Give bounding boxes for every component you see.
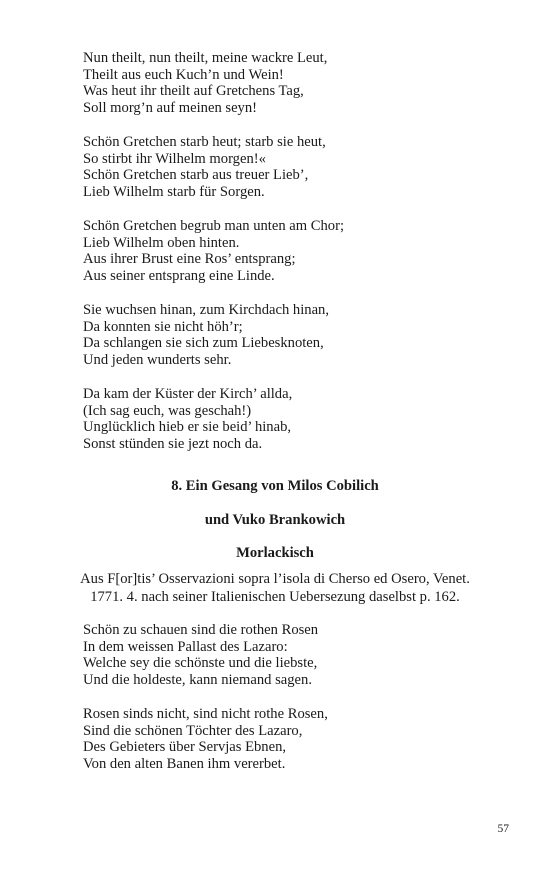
- stanza-5: [83, 386, 483, 452]
- verse-line: Da schlangen sie sich zum Liebesknoten,: [83, 335, 324, 352]
- verse-line: Lieb Wilhelm oben hinten.: [83, 234, 240, 251]
- stanza-7: [83, 706, 483, 772]
- stanza-1: [83, 50, 483, 116]
- stanza-3: [83, 218, 483, 284]
- source-note: [60, 571, 490, 606]
- verse-line: Schön zu schauen sind die rothen Rosen: [83, 622, 319, 638]
- verse-line: Unglücklich hieb er sie beid’ hinab,: [83, 419, 292, 436]
- page-number: 57: [497, 823, 509, 835]
- verse-line: Schön Gretchen begrub man unten am Chor;: [83, 218, 344, 234]
- verse-line: Und die holdeste, kann niemand sagen.: [83, 671, 312, 688]
- source-line: 1771. 4. nach seiner Italienischen Uebersezung daselbst p. 162.: [90, 588, 460, 605]
- verse-line: Nun theilt, nun theilt, meine wackre Leut,: [83, 50, 328, 66]
- section-title: 8. Ein Gesang von Milos Cobilich: [171, 478, 379, 494]
- stanza-2: [83, 134, 483, 200]
- section-subtitle: Morlackisch: [236, 545, 314, 561]
- verse-line: So stirbt ihr Wilhelm morgen!«: [83, 150, 266, 167]
- verse-line: Aus seiner entsprang eine Linde.: [83, 267, 275, 284]
- verse-line: Welche sey die schönste und die liebste,: [83, 655, 318, 672]
- verse-line: Schön Gretchen starb aus treuer Lieb’,: [83, 167, 309, 184]
- verse-line: Sie wuchsen hinan, zum Kirchdach hinan,: [83, 302, 329, 318]
- verse-line: Rosen sinds nicht, sind nicht rothe Rosen,: [83, 706, 328, 722]
- verse-line: Da konnten sie nicht höh’r;: [83, 318, 243, 335]
- verse-line: Und jeden wunderts sehr.: [83, 351, 232, 368]
- source-line: Aus F[or]tis’ Osservazioni sopra l’isola di Cherso ed Osero, Venet.: [80, 571, 470, 587]
- verse-line: (Ich sag euch, was geschah!): [83, 402, 252, 419]
- verse-line: Da kam der Küster der Kirch’ allda,: [83, 386, 293, 402]
- section-title-continued: und Vuko Brankowich: [204, 512, 346, 528]
- verse-line: Schön Gretchen starb heut; starb sie heut,: [83, 134, 326, 150]
- verse-line: Aus ihrer Brust eine Ros’ entsprang;: [83, 251, 296, 268]
- verse-line: Was heut ihr theilt auf Gretchens Tag,: [83, 83, 304, 100]
- verse-line: Des Gebieters über Servjas Ebnen,: [83, 739, 287, 756]
- stanza-4: [83, 302, 483, 368]
- verse-line: Sonst stünden sie jezt noch da.: [83, 435, 263, 452]
- verse-line: Lieb Wilhelm starb für Sorgen.: [83, 183, 265, 200]
- stanza-6: [83, 622, 483, 688]
- verse-line: Sind die schönen Töchter des Lazaro,: [83, 722, 303, 739]
- verse-line: Theilt aus euch Kuch’n und Wein!: [83, 66, 284, 83]
- verse-line: In dem weissen Pallast des Lazaro:: [83, 638, 288, 655]
- verse-line: Soll morg’n auf meinen seyn!: [83, 99, 258, 116]
- verse-line: Von den alten Banen ihm vererbet.: [83, 755, 286, 772]
